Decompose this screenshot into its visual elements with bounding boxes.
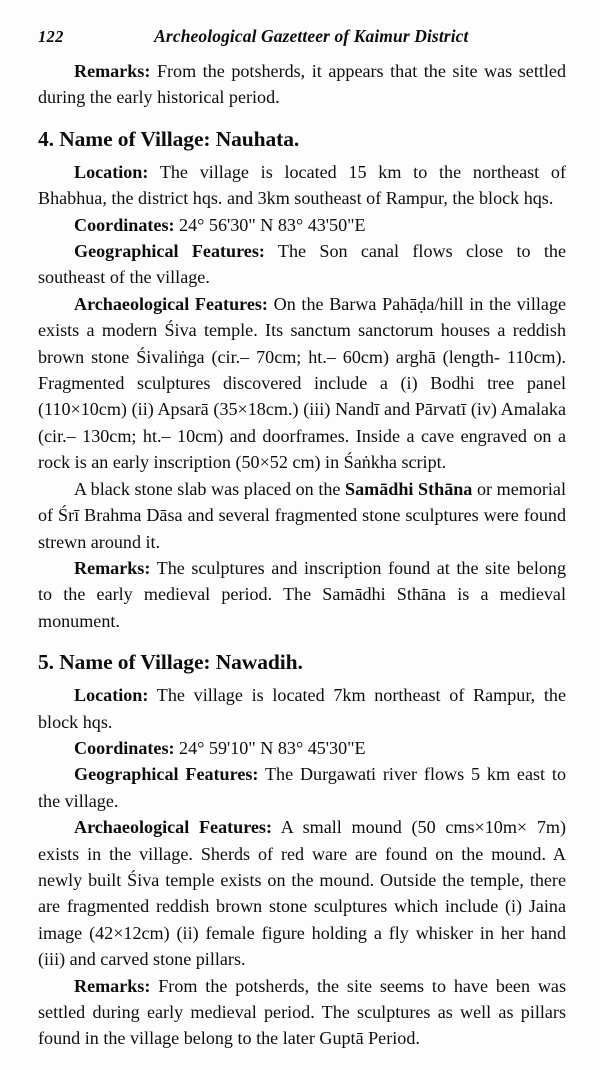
folio-number: 122 (38, 27, 64, 46)
paragraph-village5-remarks (38, 973, 566, 1052)
body-text-column (38, 58, 566, 1052)
running-title: Archeological Gazetteer of Kaimur District (154, 26, 469, 46)
label-remarks: Remarks: (74, 61, 151, 81)
text-village4-geographical: The Son canal flows close to the southeast of the village. (38, 241, 566, 288)
text-village4-location: The village is located 15 km to the northeast of Bhabhua, the district hqs. and 3km southeast of Rampur, the block hqs. (38, 161, 566, 209)
paragraph-village5-archaeological (38, 814, 566, 972)
paragraph-village4-archaeological-2 (38, 476, 566, 555)
paragraph-prev-remarks (38, 58, 566, 111)
text-village4-arch2-post: or memorial of Śrī Brahma Dāsa and several fragmented stone sculptures were found strewn around it. (38, 478, 566, 552)
label-archaeological-features: Archaeological Features: (74, 817, 273, 838)
text-village5-geographical: The Durgawati river flows 5 km east to the village. (38, 764, 566, 811)
section-heading-village-5: 5. Name of Village: Nawadih. (38, 650, 303, 675)
label-coordinates: Coordinates: (74, 737, 175, 758)
label-geographical-features: Geographical Features: (74, 764, 259, 785)
text-village5-coordinates: 24° 59'10" N 83° 45'30"E (179, 737, 366, 758)
paragraph-village5-coordinates (38, 735, 566, 761)
paragraph-village5-location (38, 682, 566, 735)
label-archaeological-features: Archaeological Features: (74, 293, 268, 314)
label-location: Location: (74, 685, 149, 706)
paragraph-village4-geographical (38, 238, 566, 291)
text-village4-arch2-pre: A black stone slab was placed on the (74, 478, 346, 499)
text-village4-remarks: The sculptures and inscription found at the site belong to the early medieval period. The Samādhi Sthāna is a medieval monument. (38, 557, 566, 631)
paragraph-village4-remarks (38, 555, 566, 634)
text-village5-location: The village is located 7km northeast of Rampur, the block hqs. (38, 685, 567, 732)
label-remarks: Remarks: (74, 975, 151, 996)
page-header (38, 26, 565, 47)
paragraph-village5-geographical (38, 761, 566, 814)
paragraph-village4-archaeological-1 (38, 291, 566, 476)
text-village5-remarks: From the potsherds, the site seems to have been was settled during early medieval period. The sculptures as well as pillars found in the village belong to the later Guptā Period. (38, 975, 566, 1049)
text-village5-archaeological: A small mound (50 cms×10m× 7m) exists in the village. Sherds of red ware are found on the mound. A newly built Śiva temple exists on the mound. Outside the temple, there are fragmented reddish brown stone sculptures which include (i) Jaina image (42×12cm) (ii) female figure holding a fly whisker in her hand (iii) and carved stone pillars. (38, 817, 566, 970)
label-remarks: Remarks: (74, 557, 151, 578)
text-prev-remarks: From the potsherds, it appears that the site was settled during the early historical period. (38, 61, 566, 108)
term-samadhi-sthana: Samādhi Sthāna (345, 478, 473, 499)
label-location: Location: (74, 161, 149, 182)
text-village4-archaeological-1: On the Barwa Pahāḍa/hill in the village exists a modern Śiva temple. Its sanctum sanctorum houses a reddish brown stone Śivaliṅga (cir.– 70cm; ht.– 60cm) arghā (length- 110cm). Fragmented sculptures discovered include a (i) Bodhi tree panel (110×10cm) (ii) Apsarā (35×18cm.) (iii) Nandī and Pārvatī (iv) Amalaka (cir.– 130cm; ht.– 10cm) and doorframes. Inside a cave engraved on a rock is an early inscription (50×52 cm) in Śaṅkha script. (38, 293, 566, 473)
label-coordinates: Coordinates: (74, 214, 175, 235)
label-geographical-features: Geographical Features: (74, 241, 265, 262)
paragraph-village4-location (38, 159, 566, 212)
text-village4-coordinates: 24° 56'30" N 83° 43'50"E (179, 214, 366, 235)
section-heading-village-4: 4. Name of Village: Nauhata. (38, 126, 300, 151)
paragraph-village4-coordinates (38, 212, 566, 238)
